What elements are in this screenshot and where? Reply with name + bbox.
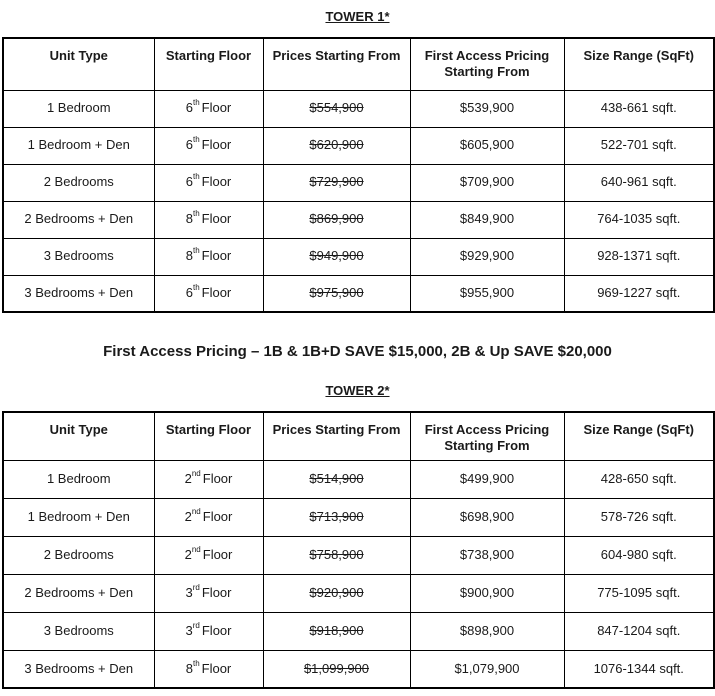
size-range-cell: 604-980 sqft. [564,536,714,574]
starting-floor-cell [154,201,263,238]
header-first-access-pricing: First Access Pricing Starting From [410,412,564,460]
starting-floor-cell [154,650,263,688]
strikethrough-price: $713,900 [309,508,364,524]
floor-ordinal: rd [192,582,200,592]
table-row [3,536,714,574]
size-range-cell: 428-650 sqft. [564,460,714,498]
strikethrough-price: $869,900 [309,210,364,226]
original-price-cell [263,612,410,650]
table-row [3,460,714,498]
size-range-cell: 640-961 sqft. [564,164,714,201]
starting-floor-cell [154,238,263,275]
floor-number: 6 [185,173,193,189]
tower1-body [3,90,714,312]
original-price-cell [263,498,410,536]
header-row [3,38,714,90]
original-price-cell [263,127,410,164]
table-row [3,201,714,238]
unit-type-cell: 2 Bedrooms [3,536,154,574]
original-price-cell [263,238,410,275]
tower1-header-row [3,38,714,90]
floor-number: 6 [185,99,193,115]
strikethrough-price: $514,900 [309,470,364,486]
table-row [3,650,714,688]
strikethrough-price: $918,900 [309,622,364,638]
header-prices-starting-from: Prices Starting From [263,38,410,90]
table-row [3,612,714,650]
floor-word: Floor [201,584,232,600]
floor-ordinal: th [192,658,200,668]
floor-ordinal: nd [191,468,201,478]
table-row [3,90,714,127]
tower2-header-row [3,412,714,460]
floor-number: 6 [185,136,193,152]
first-access-price-cell: $929,900 [410,238,564,275]
floor-number: 3 [185,584,193,600]
floor-number: 2 [184,546,192,562]
size-range-cell: 764-1035 sqft. [564,201,714,238]
floor-word: Floor [201,173,232,189]
unit-type-cell: 2 Bedrooms + Den [3,201,154,238]
first-access-price-cell: $539,900 [410,90,564,127]
table-row [3,238,714,275]
strikethrough-price: $920,900 [309,584,364,600]
first-access-price-cell: $499,900 [410,460,564,498]
size-range-cell: 775-1095 sqft. [564,574,714,612]
starting-floor-cell [154,536,263,574]
floor-ordinal: th [192,134,200,144]
strikethrough-price: $758,900 [309,546,364,562]
tower2-table [2,411,715,689]
floor-ordinal: nd [191,506,201,516]
floor-word: Floor [201,136,232,152]
unit-type-cell: 2 Bedrooms + Den [3,574,154,612]
table-row [3,275,714,312]
unit-type-cell: 1 Bedroom + Den [3,127,154,164]
starting-floor-cell [154,127,263,164]
table-row [3,127,714,164]
header-prices-starting-from: Prices Starting From [263,412,410,460]
header-starting-floor: Starting Floor [154,412,263,460]
size-range-cell: 1076-1344 sqft. [564,650,714,688]
original-price-cell [263,275,410,312]
floor-number: 3 [185,622,193,638]
first-access-price-cell: $698,900 [410,498,564,536]
floor-word: Floor [201,622,232,638]
tower2-title-text: TOWER 2* [325,383,390,398]
starting-floor-cell [154,90,263,127]
unit-type-cell: 1 Bedroom [3,460,154,498]
size-range-cell: 522-701 sqft. [564,127,714,164]
tower1-table [2,37,715,313]
floor-ordinal: th [192,208,200,218]
floor-word: Floor [202,546,233,562]
first-access-price-cell: $709,900 [410,164,564,201]
floor-ordinal: th [192,171,200,181]
floor-ordinal: nd [191,544,201,554]
floor-ordinal: th [192,245,200,255]
unit-type-cell: 3 Bedrooms + Den [3,650,154,688]
first-access-price-cell: $605,900 [410,127,564,164]
floor-word: Floor [201,99,232,115]
size-range-cell: 438-661 sqft. [564,90,714,127]
first-access-price-cell: $1,079,900 [410,650,564,688]
tower2-body [3,460,714,688]
tower1-title-text: TOWER 1* [325,9,390,24]
original-price-cell [263,90,410,127]
first-access-price-cell: $738,900 [410,536,564,574]
starting-floor-cell [154,574,263,612]
floor-number: 2 [184,470,192,486]
floor-word: Floor [201,247,232,263]
floor-number: 8 [185,210,193,226]
starting-floor-cell [154,164,263,201]
unit-type-cell: 3 Bedrooms [3,238,154,275]
strikethrough-price: $1,099,900 [303,660,370,676]
starting-floor-cell [154,460,263,498]
header-size-range: Size Range (SqFt) [564,412,714,460]
floor-number: 8 [185,660,193,676]
strikethrough-price: $554,900 [309,99,364,115]
header-starting-floor: Starting Floor [154,38,263,90]
size-range-cell: 969-1227 sqft. [564,275,714,312]
unit-type-cell: 3 Bedrooms + Den [3,275,154,312]
floor-word: Floor [201,284,232,300]
first-access-price-cell: $900,900 [410,574,564,612]
first-access-price-cell: $955,900 [410,275,564,312]
original-price-cell [263,650,410,688]
strikethrough-price: $949,900 [309,247,364,263]
first-access-price-cell: $898,900 [410,612,564,650]
unit-type-cell: 3 Bedrooms [3,612,154,650]
tower2-title [0,383,715,399]
floor-word: Floor [202,508,233,524]
floor-number: 8 [185,247,193,263]
starting-floor-cell [154,612,263,650]
floor-ordinal: th [192,97,200,107]
tower1-title [0,9,715,25]
unit-type-cell: 1 Bedroom [3,90,154,127]
table-row [3,498,714,536]
original-price-cell [263,574,410,612]
starting-floor-cell [154,275,263,312]
size-range-cell: 847-1204 sqft. [564,612,714,650]
header-first-access-pricing: First Access Pricing Starting From [410,38,564,90]
first-access-price-cell: $849,900 [410,201,564,238]
size-range-cell: 928-1371 sqft. [564,238,714,275]
promo-line: First Access Pricing – 1B & 1B+D SAVE $15,000, 2B & Up SAVE $20,000 [103,343,612,360]
floor-ordinal: rd [192,620,200,630]
header-unit-type: Unit Type [3,412,154,460]
header-size-range: Size Range (SqFt) [564,38,714,90]
starting-floor-cell [154,498,263,536]
unit-type-cell: 1 Bedroom + Den [3,498,154,536]
unit-type-cell: 2 Bedrooms [3,164,154,201]
header-row [3,412,714,460]
floor-number: 2 [184,508,192,524]
floor-word: Floor [201,660,232,676]
original-price-cell [263,460,410,498]
original-price-cell [263,536,410,574]
size-range-cell: 578-726 sqft. [564,498,714,536]
table-row [3,164,714,201]
original-price-cell [263,164,410,201]
table-row [3,574,714,612]
floor-number: 6 [185,284,193,300]
floor-word: Floor [202,470,233,486]
strikethrough-price: $620,900 [309,136,364,152]
original-price-cell [263,201,410,238]
strikethrough-price: $729,900 [309,173,364,189]
floor-ordinal: th [192,282,200,292]
strikethrough-price: $975,900 [309,284,364,300]
floor-word: Floor [201,210,232,226]
header-unit-type: Unit Type [3,38,154,90]
